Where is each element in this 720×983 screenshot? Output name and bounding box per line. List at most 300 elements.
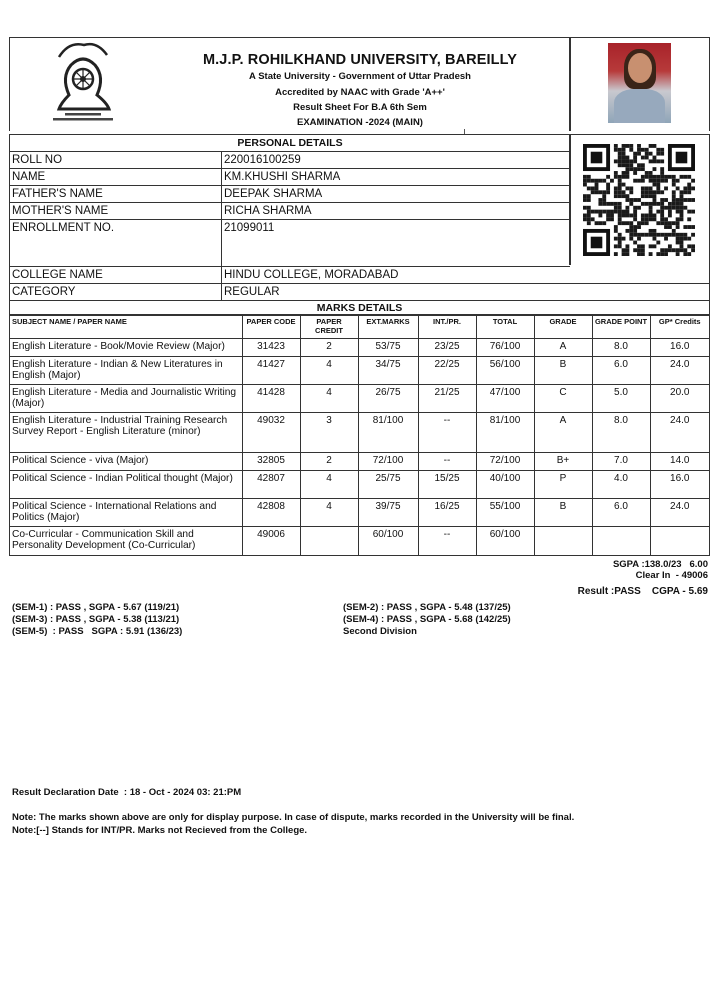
gp-credits: 20.0: [650, 385, 709, 413]
qr-module: [660, 198, 664, 202]
qr-module: [633, 225, 637, 229]
qr-module: [591, 210, 595, 214]
qr-module: [629, 159, 633, 163]
qr-module: [672, 175, 676, 179]
qr-module: [653, 159, 657, 163]
qr-module: [656, 241, 660, 245]
qr-module: [614, 202, 618, 206]
qr-module: [637, 167, 641, 171]
qr-module: [656, 190, 660, 194]
qr-module: [653, 214, 657, 218]
qr-module: [591, 186, 595, 190]
paper-code: 41427: [242, 357, 300, 385]
qr-module: [622, 248, 626, 252]
sem-3-result: (SEM-3) : PASS , SGPA - 5.38 (113/21): [12, 614, 180, 625]
qr-module: [683, 198, 687, 202]
qr-module: [683, 186, 687, 190]
subject-name: Political Science - viva (Major): [10, 453, 242, 471]
qr-module: [680, 202, 684, 206]
qr-module: [687, 237, 691, 241]
qr-module: [653, 183, 657, 187]
table-row: [10, 203, 570, 220]
qr-module: [614, 225, 618, 229]
subject-name: English Literature - Industrial Training Research Survey Report - English Literature (minor): [10, 413, 242, 453]
qr-module: [656, 210, 660, 214]
category-label: CATEGORY: [10, 284, 222, 301]
qr-module: [622, 144, 626, 148]
qr-module: [641, 167, 645, 171]
qr-module: [649, 171, 653, 175]
qr-module: [618, 221, 622, 225]
qr-module: [683, 248, 687, 252]
qr-module: [645, 217, 649, 221]
qr-module: [660, 167, 664, 171]
university-emblem-logo: [9, 37, 159, 131]
sgpa-summary: SGPA :138.0/23 6.00: [612, 559, 708, 570]
emblem-icon: [9, 37, 159, 131]
qr-module: [625, 156, 629, 160]
qr-module: [587, 198, 591, 202]
qr-module: [668, 210, 672, 214]
grade: [534, 527, 592, 555]
qr-module: [629, 229, 633, 233]
qr-module: [683, 175, 687, 179]
qr-module: [629, 214, 633, 218]
qr-module: [676, 248, 680, 252]
table-row: [10, 499, 709, 527]
qr-module: [664, 175, 668, 179]
qr-module: [672, 202, 676, 206]
qr-module: [649, 194, 653, 198]
qr-module: [633, 156, 637, 160]
qr-module: [645, 175, 649, 179]
ext-marks: 60/100: [358, 527, 418, 555]
qr-module: [656, 175, 660, 179]
table-row: [10, 284, 709, 301]
qr-module: [641, 244, 645, 248]
grade: B: [534, 499, 592, 527]
qr-finder-pattern: [591, 152, 603, 164]
qr-module: [687, 198, 691, 202]
qr-module: [683, 252, 687, 256]
qr-module: [680, 194, 684, 198]
qr-module: [622, 183, 626, 187]
table-row: [10, 152, 570, 169]
int-pr-marks: 16/25: [418, 499, 476, 527]
qr-module: [668, 202, 672, 206]
qr-module: [691, 225, 695, 229]
qr-module: [610, 214, 614, 218]
subject-name: Political Science - Indian Political thought (Major): [10, 471, 242, 499]
grade-point: 6.0: [592, 499, 650, 527]
paper-credit: 2: [300, 339, 358, 357]
paper-credit: 4: [300, 471, 358, 499]
qr-module: [641, 179, 645, 183]
qr-module: [610, 202, 614, 206]
qr-module: [672, 229, 676, 233]
qr-module: [687, 244, 691, 248]
qr-module: [641, 214, 645, 218]
marks-details-heading: MARKS DETAILS: [10, 301, 709, 315]
qr-module: [606, 210, 610, 214]
photo-body: [614, 89, 665, 123]
qr-module: [622, 175, 626, 179]
qr-module: [691, 233, 695, 237]
sem-5-result: (SEM-5) : PASS SGPA : 5.91 (136/23): [12, 626, 183, 637]
qr-module: [683, 225, 687, 229]
father-name-value: DEEPAK SHARMA: [222, 186, 571, 203]
qr-module: [622, 171, 626, 175]
total-marks: 72/100: [476, 453, 534, 471]
qr-module: [595, 179, 599, 183]
qr-module: [656, 152, 660, 156]
qr-module: [625, 186, 629, 190]
qr-module: [614, 171, 618, 175]
qr-module: [653, 237, 657, 241]
qr-module: [625, 252, 629, 256]
qr-module: [687, 210, 691, 214]
qr-module: [637, 148, 641, 152]
qr-module: [653, 229, 657, 233]
qr-module: [664, 252, 668, 256]
gp-credits: 24.0: [650, 357, 709, 385]
qr-module: [606, 214, 610, 218]
qr-module: [618, 163, 622, 167]
qr-module: [587, 217, 591, 221]
col-gp-credits: GP* Credits: [650, 316, 709, 339]
table-row: [10, 453, 709, 471]
qr-module: [645, 171, 649, 175]
qr-module: [680, 206, 684, 210]
qr-module: [583, 183, 587, 187]
col-subject: SUBJECT NAME / PAPER NAME: [10, 316, 242, 339]
qr-module: [649, 186, 653, 190]
qr-module: [668, 175, 672, 179]
qr-module: [625, 229, 629, 233]
college-table: [10, 267, 709, 300]
sem-1-result: (SEM-1) : PASS , SGPA - 5.67 (119/21): [12, 602, 180, 613]
qr-module: [664, 206, 668, 210]
qr-module: [610, 179, 614, 183]
qr-module: [618, 217, 622, 221]
qr-module: [598, 210, 602, 214]
qr-module: [668, 225, 672, 229]
paper-credit: 4: [300, 499, 358, 527]
table-row: [10, 471, 709, 499]
qr-module: [610, 210, 614, 214]
qr-module: [664, 233, 668, 237]
qr-module: [614, 252, 618, 256]
qr-module: [618, 186, 622, 190]
table-row: [10, 357, 709, 385]
qr-module: [633, 198, 637, 202]
qr-module: [641, 233, 645, 237]
qr-module: [595, 210, 599, 214]
qr-module: [691, 210, 695, 214]
qr-module: [672, 179, 676, 183]
qr-module: [656, 233, 660, 237]
qr-module: [622, 190, 626, 194]
qr-module: [676, 179, 680, 183]
subject-name: English Literature - Indian & New Literatures in English (Major): [10, 357, 242, 385]
qr-module: [625, 198, 629, 202]
qr-module: [653, 179, 657, 183]
qr-module: [680, 241, 684, 245]
qr-module: [618, 214, 622, 218]
qr-module: [618, 202, 622, 206]
qr-module: [614, 186, 618, 190]
qr-module: [629, 167, 633, 171]
table-row: [10, 339, 709, 357]
int-pr-marks: --: [418, 413, 476, 453]
qr-module: [660, 175, 664, 179]
name-value: KM.KHUSHI SHARMA: [222, 169, 571, 186]
qr-module: [645, 186, 649, 190]
grade-point: 7.0: [592, 453, 650, 471]
qr-module: [629, 163, 633, 167]
mother-name-label: MOTHER'S NAME: [10, 203, 222, 220]
qr-module: [591, 179, 595, 183]
qr-module: [676, 252, 680, 256]
qr-module: [660, 190, 664, 194]
qr-module: [602, 210, 606, 214]
university-name: M.J.P. ROHILKHAND UNIVERSITY, BAREILLY: [203, 52, 517, 68]
qr-module: [614, 229, 618, 233]
qr-module: [664, 217, 668, 221]
qr-module: [676, 237, 680, 241]
qr-module: [641, 252, 645, 256]
qr-module: [625, 244, 629, 248]
qr-module: [618, 156, 622, 160]
qr-module: [660, 221, 664, 225]
qr-module: [656, 202, 660, 206]
qr-module: [602, 198, 606, 202]
qr-module: [637, 233, 641, 237]
grade-point: 5.0: [592, 385, 650, 413]
ext-marks: 72/100: [358, 453, 418, 471]
qr-module: [633, 248, 637, 252]
qr-module: [587, 175, 591, 179]
qr-module: [668, 244, 672, 248]
qr-module: [649, 244, 653, 248]
qr-module: [656, 252, 660, 256]
qr-module: [680, 233, 684, 237]
qr-module: [676, 186, 680, 190]
qr-module: [587, 179, 591, 183]
total-marks: 47/100: [476, 385, 534, 413]
roll-no-label: ROLL NO: [10, 152, 222, 169]
qr-module: [625, 163, 629, 167]
qr-module: [687, 217, 691, 221]
qr-module: [660, 206, 664, 210]
qr-module: [645, 202, 649, 206]
qr-module: [622, 210, 626, 214]
qr-module: [672, 198, 676, 202]
qr-module: [649, 190, 653, 194]
subject-name: English Literature - Media and Journalistic Writing (Major): [10, 385, 242, 413]
qr-module: [583, 179, 587, 183]
qr-module: [653, 244, 657, 248]
personal-details-table: [10, 135, 570, 267]
qr-module: [641, 194, 645, 198]
qr-module: [583, 194, 587, 198]
qr-module: [656, 186, 660, 190]
table-row: [10, 527, 709, 555]
sem-4-result: (SEM-4) : PASS , SGPA - 5.68 (142/25): [343, 614, 511, 625]
qr-module: [618, 237, 622, 241]
note-display-purpose: Note: The marks shown above are only for display purpose. In case of dispute, marks recorded in the University will be final.: [12, 812, 575, 823]
qr-finder-pattern: [676, 152, 688, 164]
ext-marks: 34/75: [358, 357, 418, 385]
qr-module: [664, 198, 668, 202]
qr-module: [625, 175, 629, 179]
qr-module: [606, 186, 610, 190]
qr-module: [629, 148, 633, 152]
qr-module: [633, 159, 637, 163]
qr-module: [618, 206, 622, 210]
total-marks: 60/100: [476, 527, 534, 555]
qr-finder-pattern: [591, 237, 603, 249]
total-marks: 81/100: [476, 413, 534, 453]
col-paper-credit: PAPER CREDIT: [300, 316, 358, 339]
qr-module: [602, 202, 606, 206]
qr-module: [587, 186, 591, 190]
qr-module: [614, 210, 618, 214]
qr-module: [591, 217, 595, 221]
qr-module: [637, 152, 641, 156]
qr-module: [583, 175, 587, 179]
table-row: [10, 385, 709, 413]
qr-module: [660, 252, 664, 256]
qr-module: [641, 186, 645, 190]
qr-module: [598, 221, 602, 225]
gp-credits: [650, 527, 709, 555]
paper-credit: 4: [300, 357, 358, 385]
qr-module: [637, 225, 641, 229]
qr-module: [622, 156, 626, 160]
paper-code: 41428: [242, 385, 300, 413]
qr-module: [672, 194, 676, 198]
qr-module: [691, 179, 695, 183]
qr-module: [649, 206, 653, 210]
ext-marks: 39/75: [358, 499, 418, 527]
table-row: [10, 220, 570, 267]
qr-module: [629, 190, 633, 194]
total-marks: 76/100: [476, 339, 534, 357]
qr-module: [660, 159, 664, 163]
examination-title: EXAMINATION -2024 (MAIN): [297, 117, 423, 128]
grade-point: 8.0: [592, 339, 650, 357]
qr-module: [660, 248, 664, 252]
qr-module: [672, 221, 676, 225]
qr-module: [649, 229, 653, 233]
grade-point: 8.0: [592, 413, 650, 453]
qr-module: [641, 148, 645, 152]
qr-module: [649, 202, 653, 206]
table-row: [10, 413, 709, 453]
qr-module: [614, 190, 618, 194]
paper-credit: 2: [300, 453, 358, 471]
qr-module: [618, 244, 622, 248]
qr-module: [625, 221, 629, 225]
qr-module: [687, 252, 691, 256]
qr-module: [614, 206, 618, 210]
qr-module: [625, 159, 629, 163]
ext-marks: 26/75: [358, 385, 418, 413]
qr-module: [680, 214, 684, 218]
qr-module: [598, 190, 602, 194]
qr-module: [610, 217, 614, 221]
col-total: TOTAL: [476, 316, 534, 339]
qr-module: [629, 221, 633, 225]
paper-code: 32805: [242, 453, 300, 471]
result-declaration-date: Result Declaration Date : 18 - Oct - 2024 03: 21:PM: [12, 787, 242, 798]
total-marks: 55/100: [476, 499, 534, 527]
qr-module: [587, 206, 591, 210]
qr-module: [645, 194, 649, 198]
qr-module: [687, 183, 691, 187]
qr-module: [649, 152, 653, 156]
qr-module: [653, 167, 657, 171]
qr-module: [649, 179, 653, 183]
qr-module: [618, 190, 622, 194]
qr-module: [668, 221, 672, 225]
qr-module: [618, 179, 622, 183]
qr-module: [656, 179, 660, 183]
qr-module: [676, 221, 680, 225]
qr-module: [633, 214, 637, 218]
qr-module: [664, 186, 668, 190]
qr-module: [622, 214, 626, 218]
paper-code: 31423: [242, 339, 300, 357]
qr-module: [606, 202, 610, 206]
qr-module: [637, 244, 641, 248]
qr-module: [672, 233, 676, 237]
qr-module: [645, 148, 649, 152]
qr-module: [602, 179, 606, 183]
qr-module: [633, 217, 637, 221]
qr-module: [660, 210, 664, 214]
paper-code: 42808: [242, 499, 300, 527]
qr-module: [680, 248, 684, 252]
gp-credits: 16.0: [650, 339, 709, 357]
qr-module: [683, 237, 687, 241]
qr-module: [633, 171, 637, 175]
gp-credits: 16.0: [650, 471, 709, 499]
int-pr-marks: --: [418, 453, 476, 471]
qr-module: [606, 190, 610, 194]
qr-module: [649, 252, 653, 256]
qr-module: [602, 190, 606, 194]
qr-module: [672, 190, 676, 194]
qr-module: [649, 233, 653, 237]
int-pr-marks: 23/25: [418, 339, 476, 357]
qr-module: [680, 217, 684, 221]
marks-details-section: [9, 300, 710, 556]
qr-module: [633, 241, 637, 245]
note-int-pr: Note:[--] Stands for INT/PR. Marks not Recieved from the College.: [12, 825, 308, 836]
qr-module: [583, 217, 587, 221]
qr-module: [622, 152, 626, 156]
paper-credit: 3: [300, 413, 358, 453]
table-header-row: [10, 316, 709, 339]
mother-name-value: RICHA SHARMA: [222, 203, 571, 220]
qr-module: [660, 152, 664, 156]
qr-module: [653, 190, 657, 194]
qr-module: [672, 183, 676, 187]
qr-module: [629, 198, 633, 202]
ext-marks: 25/75: [358, 471, 418, 499]
